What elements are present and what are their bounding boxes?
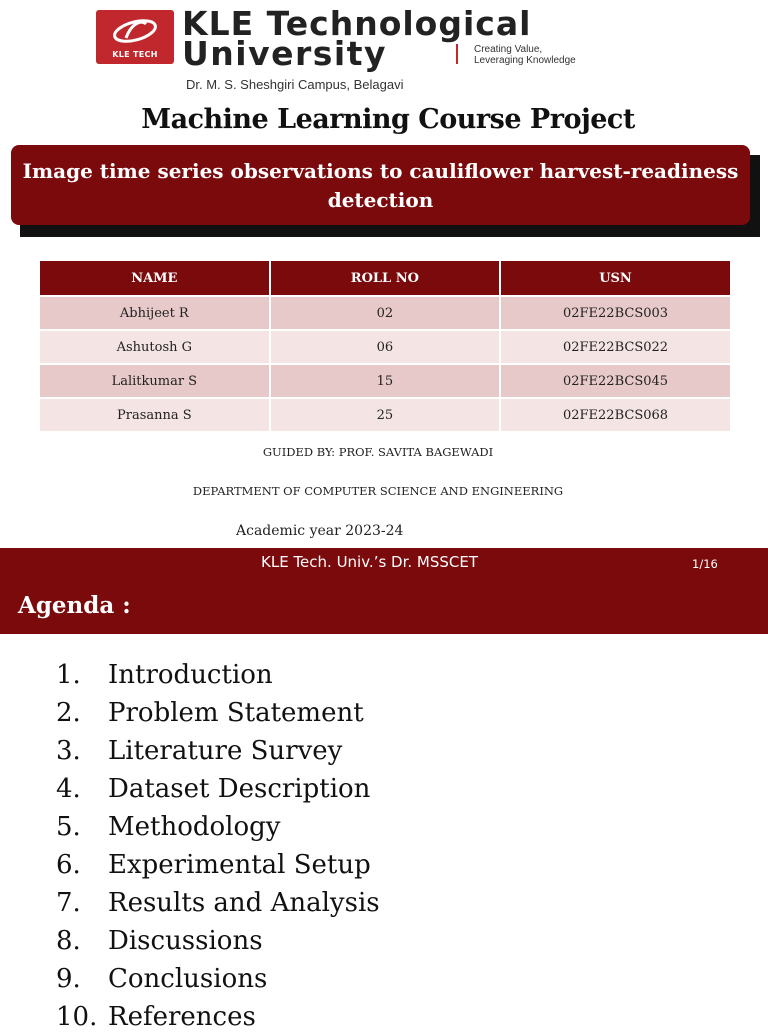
table-row <box>40 365 730 397</box>
agenda-item <box>56 922 380 960</box>
agenda-item <box>56 732 380 770</box>
agenda-item-number: 1. <box>56 660 81 690</box>
member-usn: 02FE22BCS003 <box>501 297 730 329</box>
agenda-item <box>56 846 380 884</box>
member-roll-no: 06 <box>271 331 499 363</box>
agenda-item-number: 4. <box>56 774 81 804</box>
project-title-banner <box>11 145 750 225</box>
agenda-header <box>0 578 768 634</box>
academic-year: Academic year 2023-24 <box>236 523 404 539</box>
agenda-item-label: Methodology <box>108 812 281 842</box>
member-usn: 02FE22BCS045 <box>501 365 730 397</box>
member-usn: 02FE22BCS022 <box>501 331 730 363</box>
member-name: Ashutosh G <box>40 331 269 363</box>
agenda-item <box>56 960 380 998</box>
agenda-title: Agenda : <box>18 592 131 619</box>
agenda-item <box>56 770 380 808</box>
agenda-item <box>56 998 380 1036</box>
agenda-item-number: 7. <box>56 888 81 918</box>
university-logo <box>96 10 174 64</box>
table-row <box>40 399 730 431</box>
agenda-item-label: Experimental Setup <box>108 850 371 880</box>
agenda-item-label: Literature Survey <box>108 736 343 766</box>
project-title: Image time series observations to cauliflower harvest-readiness detection <box>22 159 739 212</box>
agenda-list <box>56 656 380 1036</box>
university-name-line2: University <box>182 34 388 73</box>
footer-text: KLE Tech. Univ.’s Dr. MSSCET <box>261 553 479 571</box>
agenda-item <box>56 808 380 846</box>
university-name-line1: KLE Technological <box>182 4 532 43</box>
page-number: 1/16 <box>692 557 718 571</box>
member-name: Prasanna S <box>40 399 269 431</box>
member-usn: 02FE22BCS068 <box>501 399 730 431</box>
agenda-item <box>56 656 380 694</box>
guided-by: GUIDED BY: PROF. SAVITA BAGEWADI <box>262 445 494 459</box>
table-header-row <box>40 261 730 295</box>
slogan-line1: Creating Value, <box>474 44 543 55</box>
slogan-line2: Leveraging Knowledge <box>474 55 576 66</box>
agenda-item-label: Introduction <box>108 660 273 690</box>
column-header-usn: USN <box>501 261 730 295</box>
logo-tag: KLE TECH <box>112 50 158 59</box>
table-row <box>40 297 730 329</box>
column-header-name: NAME <box>40 261 269 295</box>
agenda-item-label: Problem Statement <box>108 698 364 728</box>
logo-divider <box>456 44 458 64</box>
agenda-item-number: 6. <box>56 850 81 880</box>
agenda-item-number: 5. <box>56 812 81 842</box>
agenda-item-number: 9. <box>56 964 81 994</box>
agenda-item-number: 10. <box>56 1002 98 1032</box>
member-name: Lalitkumar S <box>40 365 269 397</box>
slide-footer <box>0 548 768 578</box>
team-table <box>38 259 732 433</box>
agenda-item-number: 8. <box>56 926 81 956</box>
agenda-item-number: 2. <box>56 698 81 728</box>
campus-name: Dr. M. S. Sheshgiri Campus, Belagavi <box>186 77 404 92</box>
table-row <box>40 331 730 363</box>
agenda-item-label: Results and Analysis <box>108 888 380 918</box>
member-roll-no: 25 <box>271 399 499 431</box>
logo-emblem-icon <box>106 14 164 48</box>
member-roll-no: 02 <box>271 297 499 329</box>
member-name: Abhijeet R <box>40 297 269 329</box>
agenda-item-label: Conclusions <box>108 964 268 994</box>
agenda-item <box>56 884 380 922</box>
member-roll-no: 15 <box>271 365 499 397</box>
agenda-item <box>56 694 380 732</box>
column-header-roll-no: ROLL NO <box>271 261 499 295</box>
course-title: Machine Learning Course Project <box>141 104 635 135</box>
agenda-item-label: Dataset Description <box>108 774 371 804</box>
agenda-item-label: Discussions <box>108 926 263 956</box>
department-name: DEPARTMENT OF COMPUTER SCIENCE AND ENGINEERING <box>192 484 564 498</box>
agenda-item-number: 3. <box>56 736 81 766</box>
agenda-item-label: References <box>108 1002 256 1032</box>
